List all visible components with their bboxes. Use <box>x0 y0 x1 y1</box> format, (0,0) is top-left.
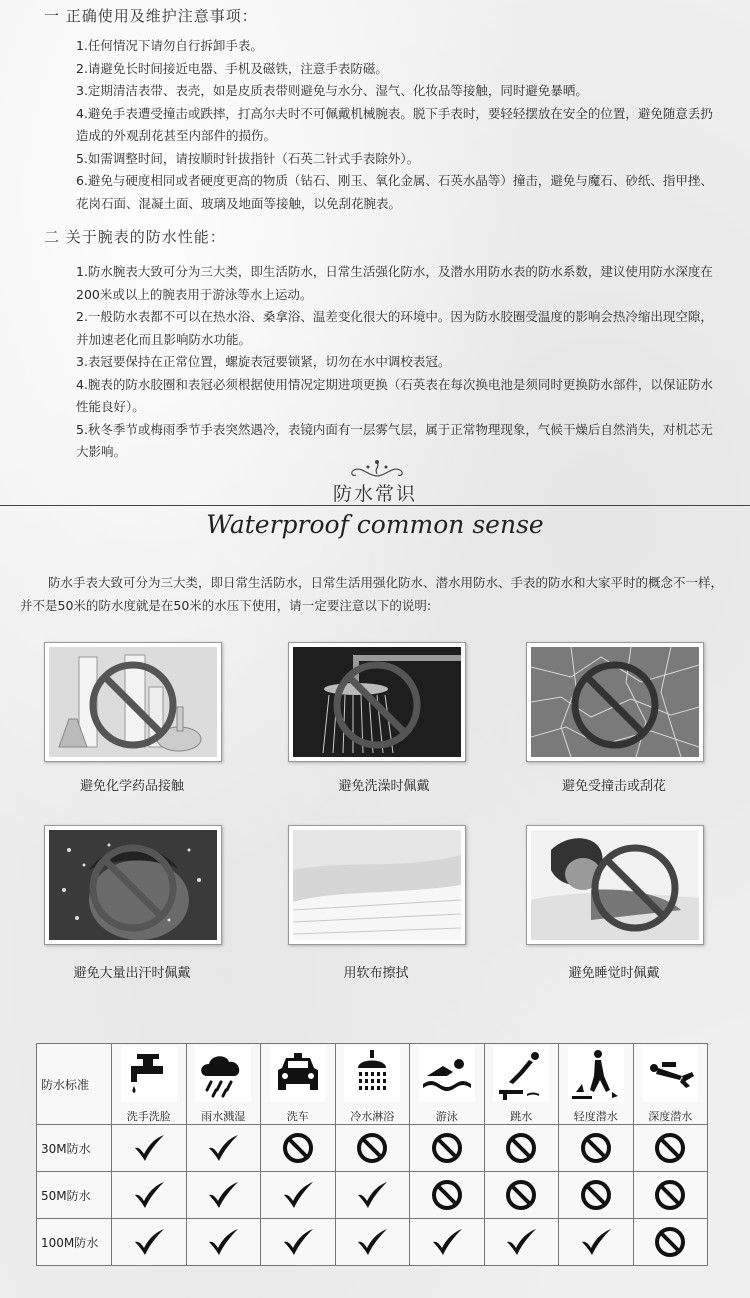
section1-list <box>76 35 716 215</box>
column-label: 轻度潜水 <box>573 1110 618 1123</box>
intro-paragraph: 防水手表大致可分为三大类，即日常生活防水，日常生活用强化防水、潜水用防水、手表的防水和大家平时的概念不一样，并不是50米的防水度就是在50米的水压下使用，请一定要注意以下的说明: <box>20 575 724 613</box>
prohibited-icon <box>653 1178 687 1212</box>
table-cell <box>559 1172 634 1219</box>
swimmer-icon <box>419 1046 475 1102</box>
photo-caption: 避免睡觉时佩戴 <box>568 966 660 981</box>
table-row <box>37 1219 708 1266</box>
waterproof-table <box>36 1043 708 1266</box>
column-label: 雨水溅湿 <box>201 1110 246 1123</box>
table-cell <box>335 1172 410 1219</box>
column-label: 洗手洗脸 <box>126 1110 171 1123</box>
column-label: 深度潜水 <box>648 1110 693 1123</box>
column-label: 冷水淋浴 <box>350 1110 395 1123</box>
prohibited-icon <box>579 1131 613 1165</box>
check-icon <box>206 1131 240 1165</box>
photo-caption: 用软布擦拭 <box>343 966 409 981</box>
list-item: 6.避免与硬度相同或者硬度更高的物质（钻石、刚玉、氧化金属、石英水晶等）撞击，避免与魔石、砂纸、指甲挫、花岗石面、混凝土面、玻璃及地面等接触，以免刮花腕表。 <box>76 173 713 211</box>
prohibited-icon <box>653 1225 687 1259</box>
car-icon <box>270 1046 326 1102</box>
table-cell <box>112 1219 187 1266</box>
column-header <box>335 1044 410 1125</box>
no-shower-photo <box>288 642 466 762</box>
prohibited-icon <box>430 1131 464 1165</box>
table-cell <box>261 1219 336 1266</box>
faucet-icon <box>121 1046 177 1102</box>
table-cell <box>186 1219 261 1266</box>
table-cell <box>484 1172 559 1219</box>
check-icon <box>206 1225 240 1259</box>
table-row <box>37 1172 708 1219</box>
table-row <box>37 1125 708 1172</box>
check-icon <box>430 1225 464 1259</box>
photo-caption: 避免受撞击或刮花 <box>561 779 666 794</box>
check-icon <box>579 1225 613 1259</box>
banner-title-en: Waterproof common sense <box>206 510 544 539</box>
table-cell <box>633 1125 708 1172</box>
soft-cloth-photo <box>288 825 466 945</box>
section2-list <box>76 261 716 464</box>
list-item: 3.表冠要保持在正常位置，螺旋表冠要锁紧，切勿在水中调校表冠。 <box>76 354 451 369</box>
rain-cloud-icon <box>195 1046 251 1102</box>
prohibited-icon <box>504 1178 538 1212</box>
prohibited-icon <box>430 1178 464 1212</box>
check-icon <box>355 1225 389 1259</box>
column-header <box>484 1044 559 1125</box>
check-icon <box>132 1225 166 1259</box>
table-cell <box>633 1172 708 1219</box>
column-header <box>112 1044 187 1125</box>
table-cell <box>410 1219 485 1266</box>
no-sleep-photo <box>526 825 704 945</box>
snorkel-icon <box>568 1046 624 1102</box>
row-label: 50M防水 <box>37 1172 112 1219</box>
check-icon <box>132 1131 166 1165</box>
list-item: 5.秋冬季节或梅雨季节手表突然遇冷，表镜内面有一层雾气层，属于正常物理现象，气候干燥后自然消失，对机芯无大影响。 <box>76 421 713 459</box>
list-item: 4.腕表的防水胶圈和表冠必须根据使用情况定期进项更换（石英表在每次换电池是须同时更换防水部件，以保证防水性能良好）。 <box>76 376 713 414</box>
table-cell <box>186 1125 261 1172</box>
check-icon <box>281 1225 315 1259</box>
prohibited-icon <box>281 1131 315 1165</box>
list-item: 5.如需调整时间，请按顺时针拔指针（石英二针式手表除外）。 <box>76 150 420 166</box>
table-cell <box>559 1125 634 1172</box>
table-cell <box>186 1172 261 1219</box>
table-cell <box>559 1219 634 1266</box>
no-chemicals-photo <box>44 642 222 762</box>
prohibited-icon <box>579 1178 613 1212</box>
divider <box>0 505 750 506</box>
column-header <box>186 1044 261 1125</box>
table-cell <box>633 1219 708 1266</box>
table-cell <box>410 1125 485 1172</box>
section2-title: 二 关于腕表的防水性能： <box>44 228 226 246</box>
diver-jump-icon <box>493 1046 549 1102</box>
check-icon <box>355 1178 389 1212</box>
list-item: 1.任何情况下请勿自行拆卸手表。 <box>76 38 263 53</box>
column-label: 游泳 <box>435 1110 458 1123</box>
no-sweat-photo <box>44 825 222 945</box>
table-cell <box>484 1219 559 1266</box>
list-item: 1.防水腕表大致可分为三大类，即生活防水，日常生活强化防水，及潜水用防水表的防水系数，建议使用防水深度在200米或以上的腕表用于游泳等水上运动。 <box>76 264 713 302</box>
column-header <box>261 1044 336 1125</box>
table-cell <box>335 1125 410 1172</box>
scuba-icon <box>642 1046 698 1102</box>
check-icon <box>132 1178 166 1212</box>
column-label: 洗车 <box>286 1110 309 1123</box>
no-impact-photo <box>526 642 704 762</box>
column-header <box>410 1044 485 1125</box>
row-label: 100M防水 <box>37 1219 112 1266</box>
table-header-row <box>37 1044 708 1125</box>
banner-title-cn: 防水常识 <box>332 483 417 505</box>
photo-caption: 避免大量出汗时佩戴 <box>73 966 191 981</box>
table-cell <box>112 1172 187 1219</box>
list-item: 4.避免手表遭受撞击或跌摔，打高尔夫时不可佩戴机械腕表。脱下手表时，要轻轻摆放在安全的位置，避免随意丢扔造成的外观刮花甚至内部件的损伤。 <box>76 105 713 143</box>
check-icon <box>206 1178 240 1212</box>
section1-title: 一 正确使用及维护注意事项： <box>44 7 258 25</box>
ornament-icon <box>338 458 416 480</box>
prohibited-icon <box>653 1131 687 1165</box>
table-cell <box>410 1172 485 1219</box>
photo-caption: 避免洗澡时佩戴 <box>338 779 430 794</box>
table-cell <box>261 1125 336 1172</box>
list-item: 3.定期清洁表带、表壳，如是皮质表带则避免与水分、湿气、化妆品等接触，同时避免暴晒。 <box>76 83 588 98</box>
table-header-label: 防水标准 <box>37 1044 112 1125</box>
photo-caption: 避免化学药品接触 <box>79 779 184 794</box>
table-cell <box>484 1125 559 1172</box>
prohibited-icon <box>504 1131 538 1165</box>
column-header <box>559 1044 634 1125</box>
table-cell <box>112 1125 187 1172</box>
column-header <box>633 1044 708 1125</box>
check-icon <box>504 1225 538 1259</box>
column-label: 跳水 <box>510 1110 533 1123</box>
shower-icon <box>344 1046 400 1102</box>
table-cell <box>335 1219 410 1266</box>
table-cell <box>261 1172 336 1219</box>
check-icon <box>281 1178 315 1212</box>
prohibited-icon <box>355 1131 389 1165</box>
list-item: 2.一般防水表都不可以在热水浴、桑拿浴、温差变化很大的环境中。因为防水胶圈受温度的影响会热冷缩出现空隙，并加速老化而且影响防水功能。 <box>76 309 713 347</box>
list-item: 2.请避免长时间接近电器、手机及磁铁，注意手表防磁。 <box>76 60 388 76</box>
row-label: 30M防水 <box>37 1125 112 1172</box>
